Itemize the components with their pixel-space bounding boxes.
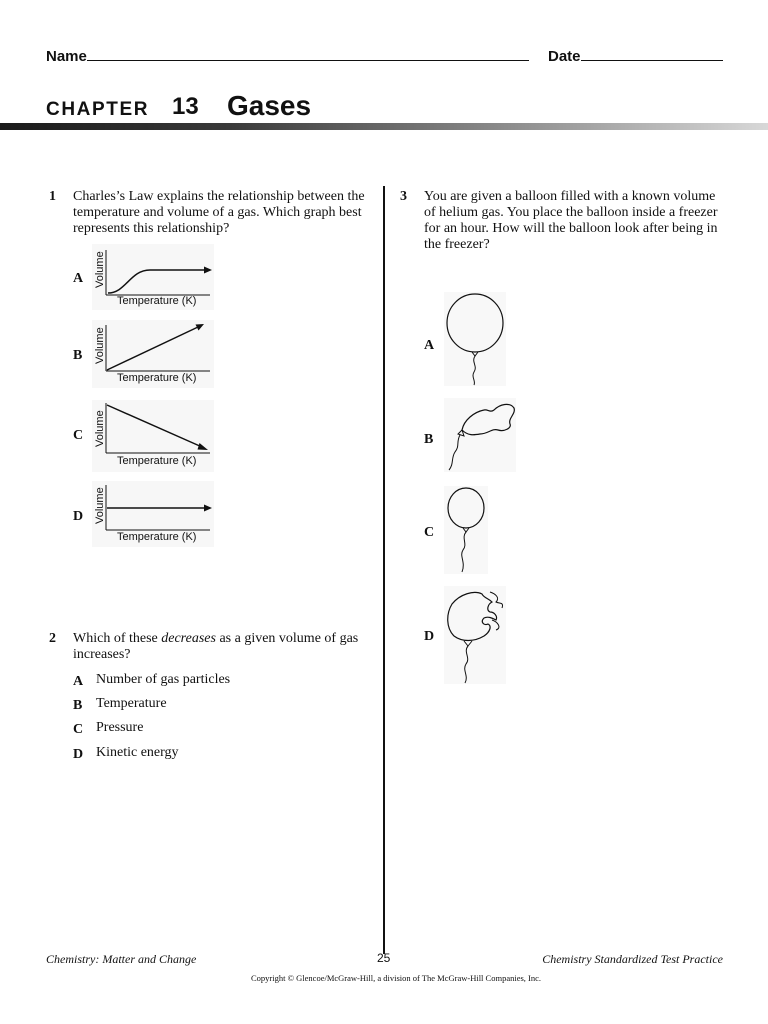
question-2-option-a[interactable] bbox=[73, 672, 231, 690]
question-3-number: 3 bbox=[400, 189, 407, 204]
option-text: Temperature bbox=[96, 696, 167, 711]
option-text: Number of gas particles bbox=[96, 672, 231, 687]
balloon-c-letter[interactable]: C bbox=[424, 525, 435, 540]
graph-a-arrowhead bbox=[204, 267, 212, 274]
graph-b-xlabel: Temperature (K) bbox=[117, 372, 197, 384]
question-2-emphasis: decreases bbox=[161, 631, 216, 646]
question-3-line: of helium gas. You place the balloon inside a freezer bbox=[424, 205, 718, 220]
graph-d-xlabel: Temperature (K) bbox=[117, 531, 197, 543]
question-1-line: Charles’s Law explains the relationship between the bbox=[73, 189, 365, 204]
deflated-balloon-icon[interactable] bbox=[444, 398, 516, 472]
question-3-text bbox=[424, 189, 724, 253]
graph-c-xlabel: Temperature (K) bbox=[117, 455, 197, 467]
graph-c bbox=[92, 400, 214, 472]
footer-series-title: Chemistry Standardized Test Practice bbox=[542, 952, 723, 966]
option-text: Pressure bbox=[96, 720, 144, 735]
question-1-line: represents this relationship? bbox=[73, 221, 230, 236]
chapter-label: CHAPTER bbox=[46, 99, 150, 120]
popped-balloon-icon[interactable] bbox=[444, 586, 506, 684]
page-number: 25 bbox=[377, 951, 391, 965]
small-round-balloon-icon[interactable] bbox=[444, 486, 488, 574]
question-2-text-before: Which of these bbox=[73, 631, 162, 646]
graph-a-xlabel: Temperature (K) bbox=[117, 295, 197, 307]
question-2-number: 2 bbox=[49, 631, 56, 646]
balloon-c-drawing bbox=[444, 486, 488, 574]
question-3-line: for an hour. How will the balloon look after being in bbox=[424, 221, 718, 236]
graph-a-curve bbox=[108, 270, 206, 293]
balloon-a-drawing bbox=[444, 292, 506, 386]
question-2-line-1 bbox=[73, 631, 373, 647]
graph-d-ylabel: Volume bbox=[94, 487, 106, 524]
graph-c-line bbox=[107, 405, 202, 447]
question-2-line-2: increases? bbox=[73, 647, 131, 662]
name-label: Name bbox=[46, 48, 87, 65]
graph-b-line bbox=[107, 327, 198, 370]
graph-b bbox=[92, 320, 214, 388]
column-divider bbox=[383, 186, 385, 954]
question-2-text bbox=[73, 631, 373, 663]
option-letter: A bbox=[73, 674, 84, 689]
option-letter: B bbox=[73, 698, 83, 713]
graph-b-letter[interactable]: B bbox=[73, 348, 83, 363]
balloon-d-letter[interactable]: D bbox=[424, 629, 435, 644]
graph-c-letter[interactable]: C bbox=[73, 428, 84, 443]
question-1-text bbox=[73, 189, 373, 237]
question-2-option-d[interactable] bbox=[73, 745, 179, 763]
question-3-line: You are given a balloon filled with a known volume bbox=[424, 189, 716, 204]
header-rule bbox=[0, 123, 768, 130]
question-1-number: 1 bbox=[49, 189, 56, 204]
graph-a bbox=[92, 244, 214, 310]
balloon-b-letter[interactable]: B bbox=[424, 432, 434, 447]
graph-d-letter[interactable]: D bbox=[73, 509, 84, 524]
date-label: Date bbox=[548, 48, 581, 65]
question-3-line: the freezer? bbox=[424, 237, 490, 252]
graph-c-arrowhead bbox=[198, 443, 209, 450]
graph-d-arrowhead bbox=[204, 505, 212, 512]
question-2-option-b[interactable] bbox=[73, 696, 167, 714]
question-2-text-after: as a given volume of gas bbox=[215, 631, 359, 646]
option-text: Kinetic energy bbox=[96, 745, 179, 760]
date-blank-line[interactable] bbox=[581, 46, 723, 61]
graph-a-ylabel: Volume bbox=[94, 251, 106, 288]
name-blank-line[interactable] bbox=[87, 46, 529, 61]
option-letter: D bbox=[73, 747, 84, 762]
graph-d bbox=[92, 481, 214, 547]
balloon-b-drawing bbox=[444, 398, 516, 472]
balloon-d-drawing bbox=[444, 586, 506, 684]
question-2-option-c[interactable] bbox=[73, 720, 144, 738]
graph-a-letter[interactable]: A bbox=[73, 271, 84, 286]
question-1-line: temperature and volume of a gas. Which graph best bbox=[73, 205, 362, 220]
graph-b-ylabel: Volume bbox=[94, 327, 106, 364]
chapter-title: Gases bbox=[227, 90, 312, 121]
date-field bbox=[548, 46, 723, 65]
option-letter: C bbox=[73, 722, 84, 737]
balloon-a-letter[interactable]: A bbox=[424, 338, 435, 353]
name-field bbox=[46, 46, 529, 65]
chapter-number: 13 bbox=[172, 93, 199, 120]
graph-c-ylabel: Volume bbox=[94, 410, 106, 447]
copyright-notice: Copyright © Glencoe/McGraw-Hill, a division of The McGraw-Hill Companies, Inc. bbox=[250, 973, 542, 983]
footer-book-title: Chemistry: Matter and Change bbox=[46, 952, 197, 966]
large-round-balloon-icon[interactable] bbox=[444, 292, 506, 386]
